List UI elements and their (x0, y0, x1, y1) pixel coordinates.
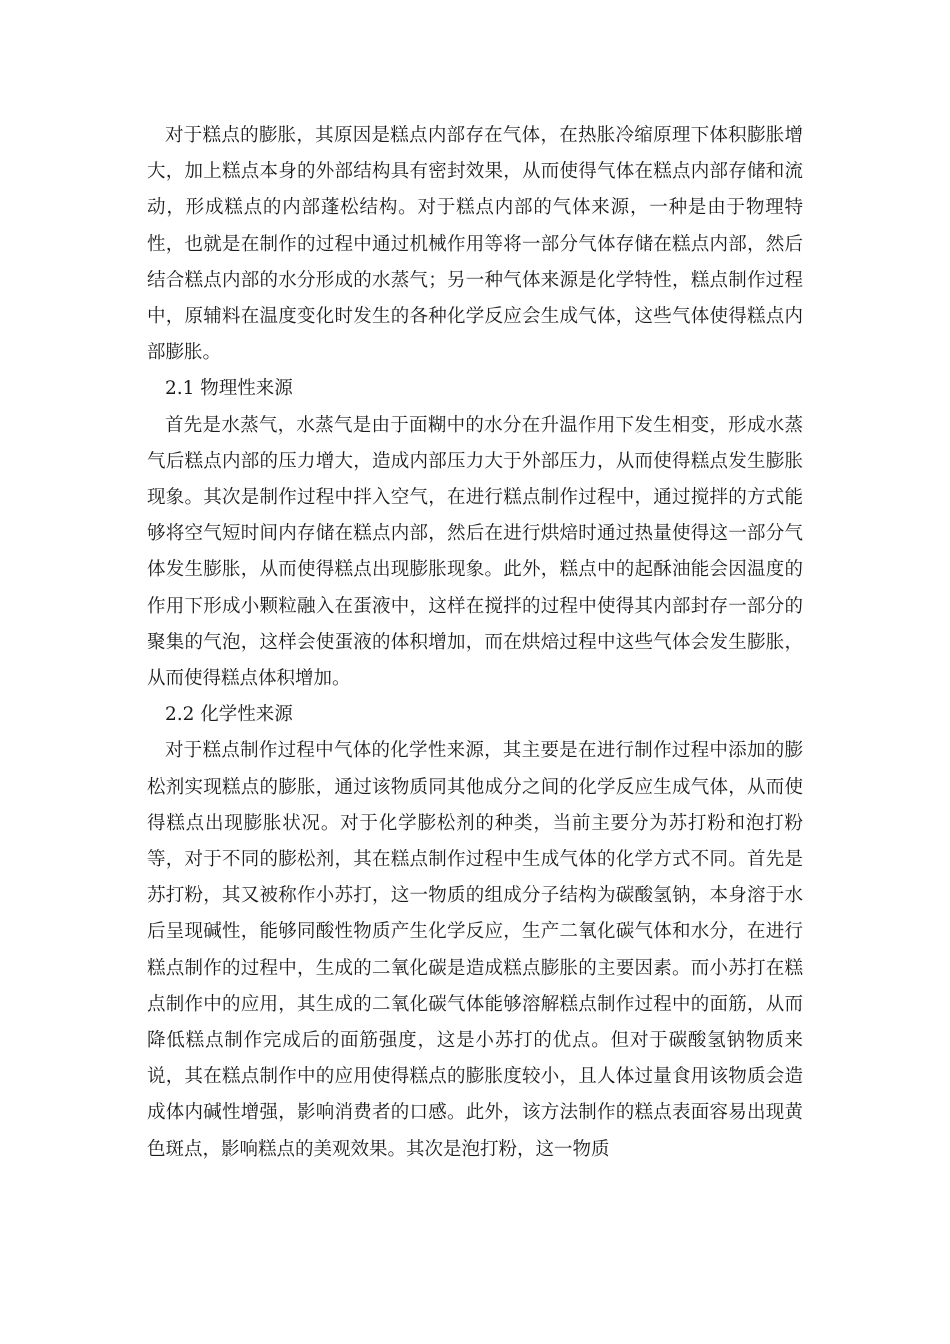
physical-source-paragraph: 首先是水蒸气，水蒸气是由于面糊中的水分在升温作用下发生相变，形成水蒸气后糕点内部的压力增大，造成内部压力大于外部压力，从而使得糕点发生膨胀现象。其次是制作过程中拌入空气，在进行糕点制作过程中，通过搅拌的方式能够将空气短时间内存储在糕点内部，然后在进行烘焙时通过热量使得这一部分气体发生膨胀，从而使得糕点出现膨胀现象。此外，糕点中的起酥油能会因温度的作用下形成小颗粒融入在蛋液中，这样在搅拌的过程中使得其内部封存一部分的聚集的气泡，这样会使蛋液的体积增加，而在烘焙过程中这些气体会发生膨胀，从而使得糕点体积增加。 (147, 414, 803, 690)
intro-paragraph: 对于糕点的膨胀，其原因是糕点内部存在气体，在热胀冷缩原理下体积膨胀增大，加上糕点本身的外部结构具有密封效果，从而使得气体在糕点内部存储和流动，形成糕点的内部蓬松结构。对于糕点内部的气体来源，一种是由于物理特性，也就是在制作的过程中通过机械作用等将一部分气体存储在糕点内部，然后结合糕点内部的水分形成的水蒸气；另一种气体来源是化学特性，糕点制作过程中，原辅料在温度变化时发生的各种化学反应会生成气体，这些气体使得糕点内部膨胀。 (147, 125, 803, 364)
chemical-source-paragraph: 对于糕点制作过程中气体的化学性来源，其主要是在进行制作过程中添加的膨松剂实现糕点的膨胀，通过该物质同其他成分之间的化学反应生成气体，从而使得糕点出现膨胀状况。对于化学膨松剂的种类，当前主要分为苏打粉和泡打粉等，对于不同的膨松剂，其在糕点制作过程中生成气体的化学方式不同。首先是苏打粉，其又被称作小苏打，这一物质的组成分子结构为碳酸氢钠，本身溶于水后呈现碱性，能够同酸性物质产生化学反应，生产二氧化碳气体和水分，在进行糕点制作的过程中，生成的二氧化碳是造成糕点膨胀的主要因素。而小苏打在糕点制作中的应用，其生成的二氧化碳气体能够溶解糕点制作过程中的面筋，从而降低糕点制作完成后的面筋强度，这是小苏打的优点。但对于碳酸氢钠物质来说，其在糕点制作中的应用使得糕点的膨胀度较小，且人体过量食用该物质会造成体内碱性增强，影响消费者的口感。此外，该方法制作的糕点表面容易出现黄色斑点，影响糕点的美观效果。其次是泡打粉，这一物质 (147, 740, 803, 1160)
section-heading-physical-source: 2.1 物理性来源 (165, 378, 293, 400)
section-heading-chemical-source: 2.2 化学性来源 (165, 704, 293, 726)
document-body (147, 118, 803, 1168)
